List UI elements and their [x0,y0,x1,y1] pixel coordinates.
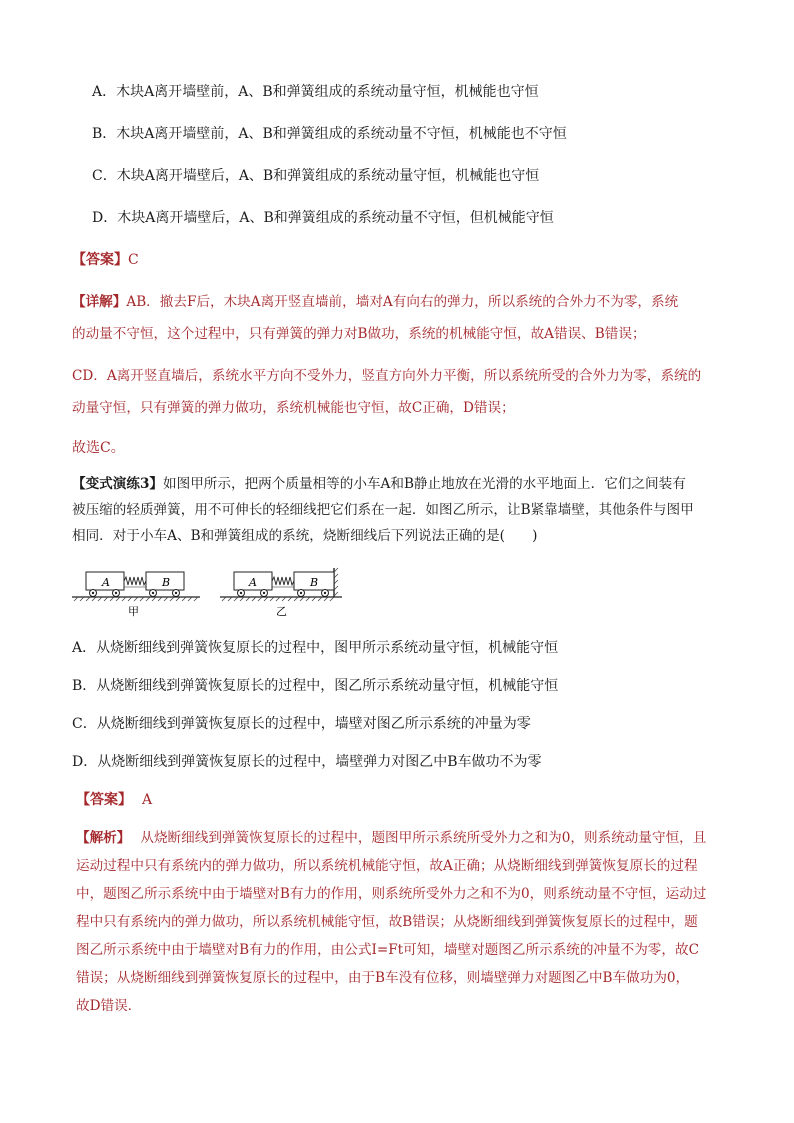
detail-line-1 [72,292,678,312]
cart-b-label-yi: B [310,576,319,589]
analysis-l6: 错误；从烧断细线到弹簧恢复原长的过程中，由于B车没有位移，则墙壁弹力对题图乙中B车做功为0， [76,970,690,986]
answer-2-value: A [142,792,153,808]
detail-p2-l2: 动量守恒，只有弹簧的弹力做功，系统机械能也守恒，故C正确，D错误； [72,400,515,416]
detail-p1-l2: 的动量不守恒，这个过程中，只有弹簧的弹力对B做功，系统的机械能守恒，故A错误、B错误； [72,326,646,342]
cart-a-label-jia: A [102,576,110,589]
detail-p2-l1: CD．A离开竖直墙后，系统水平方向不受外力，竖直方向外力平衡，所以系统所受的合外力为零，系统的 [72,368,702,384]
carts-figure [70,566,350,626]
setup-yi [220,568,342,601]
answer-1-tag: 【答案】 [72,252,128,268]
analysis-l1: 从烧断细线到弹簧恢复原长的过程中，题图甲所示系统所受外力之和为0，则系统动量守恒，且 [140,830,707,846]
analysis-l2: 运动过程中只有系统内的弹力做功，所以系统机械能守恒，故A正确；从烧断细线到弹簧恢复原长的过程 [76,858,698,874]
variant-line-1 [72,474,686,494]
v-option-d: D．从烧断细线到弹簧恢复原长的过程中，墙壁弹力对图乙中B车做功不为零 [72,754,542,770]
answer-2-tag: 【答案】 [76,792,132,808]
analysis-tag: 【解析】 [76,830,131,846]
caption-jia: 甲 [128,605,139,618]
q-option-d: D．木块A离开墙壁后，A、B和弹簧组成的系统动量不守恒，但机械能守恒 [92,210,554,226]
answer-1-value: C [128,252,139,268]
cart-a-label-yi: A [249,576,257,589]
variant-tag: 【变式演练3】 [72,476,164,492]
analysis-l4: 程中只有系统内的弹力做功，所以系统机械能守恒，故B错误；从烧断细线到弹簧恢复原长的过程中，题 [76,914,698,930]
detail-conclusion: 故选C。 [72,440,125,456]
variant-l2: 被压缩的轻质弹簧，用不可伸长的轻细线把它们系在一起．如图乙所示，让B紧靠墙壁，其他条件与图甲 [72,502,694,518]
q-option-a: A．木块A离开墙壁前，A、B和弹簧组成的系统动量守恒，机械能也守恒 [92,84,539,100]
cart-b-label-jia: B [162,576,171,589]
v-option-a: A．从烧断细线到弹簧恢复原长的过程中，图甲所示系统动量守恒，机械能守恒 [72,640,559,656]
variant-l1: 如图甲所示，把两个质量相等的小车A和B静止地放在光滑的水平地面上．它们之间装有 [163,476,686,492]
v-option-b: B．从烧断细线到弹簧恢复原长的过程中，图乙所示系统动量守恒，机械能守恒 [72,678,559,694]
detail-p1-l1: AB．撤去F后，木块A离开竖直墙前，墙对A有向右的弹力，所以系统的合外力不为零，系统 [126,294,679,310]
analysis-l5: 图乙所示系统中由于墙壁对B有力的作用，由公式I=Ft可知，墙壁对题图乙所示系统的冲量不为零，故C [76,942,699,958]
setup-jia [72,572,200,601]
variant-l3: 相同．对于小车A、B和弹簧组成的系统，烧断细线后下列说法正确的是( ) [72,528,538,544]
caption-yi: 乙 [276,605,287,618]
analysis-l7: 故D错误． [76,998,142,1014]
analysis-line-1 [76,828,706,848]
analysis-l3: 中，题图乙所示系统中由于墙壁对B有力的作用，则系统所受外力之和不为0，则系统动量不守恒，运动过 [76,886,707,902]
carts-diagram [70,566,350,626]
detail-tag: 【详解】 [72,294,127,310]
answer-2 [76,790,152,810]
v-option-c: C．从烧断细线到弹簧恢复原长的过程中，墙壁对图乙所示系统的冲量为零 [72,716,531,732]
q-option-b: B．木块A离开墙壁前，A、B和弹簧组成的系统动量不守恒，机械能也不守恒 [92,126,567,142]
q-option-c: C．木块A离开墙壁后，A、B和弹簧组成的系统动量守恒，机械能也守恒 [92,168,540,184]
answer-1 [72,250,139,270]
